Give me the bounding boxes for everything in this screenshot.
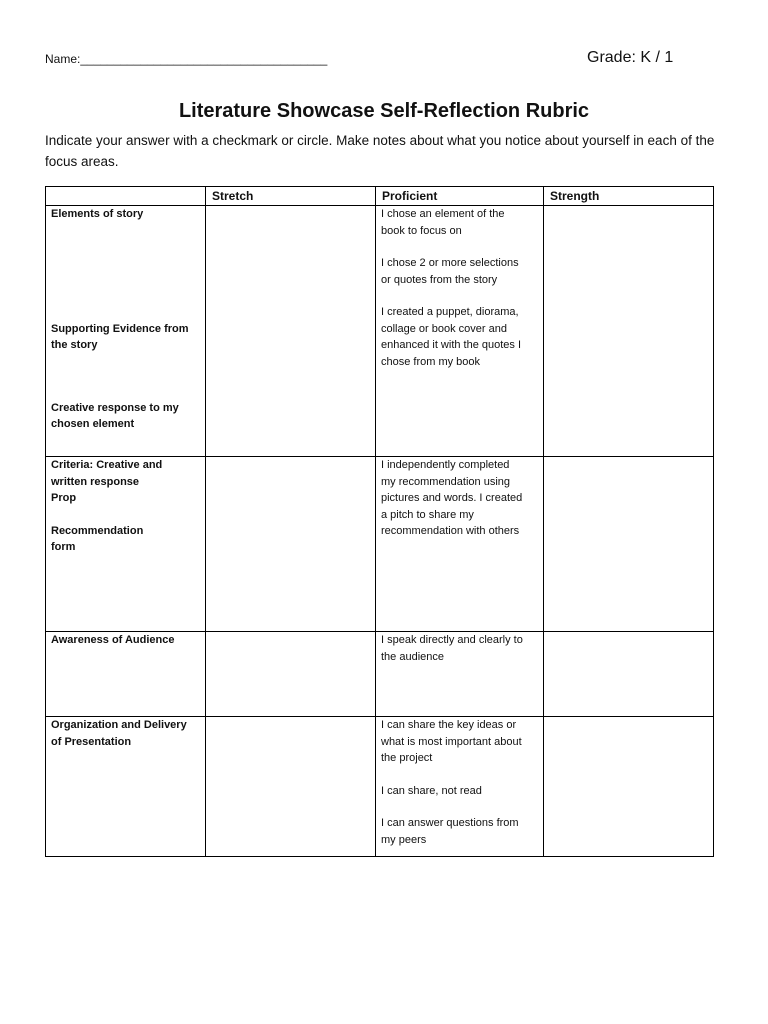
criteria-label: chosen element: [51, 418, 135, 430]
grade-label: Grade: K / 1: [587, 49, 674, 66]
page-title: Literature Showcase Self-Reflection Rubric: [178, 100, 590, 122]
instructions-text: Indicate your answer with a checkmark or circle. Make notes about what you notice about yourself in each of the focus areas.: [45, 133, 715, 169]
criteria-label: Recommendation: [51, 524, 144, 537]
strength-cell[interactable]: [544, 717, 714, 857]
proficient-text: book to focus on: [381, 224, 462, 237]
criteria-label: the story: [51, 339, 98, 351]
header-proficient: Proficient: [376, 187, 544, 206]
criteria-label: of Presentation: [51, 735, 132, 748]
criteria-label: written response: [51, 475, 140, 488]
header-stretch: Stretch: [206, 187, 376, 206]
proficient-cell[interactable]: [376, 206, 544, 457]
proficient-text: the audience: [381, 650, 444, 663]
proficient-text: I speak directly and clearly to: [381, 634, 523, 646]
proficient-text: what is most important about: [381, 735, 522, 748]
table-row: [46, 457, 714, 632]
proficient-text: I independently completed: [381, 459, 510, 471]
table-header-row: [46, 187, 714, 206]
proficient-text: chose from my book: [381, 355, 481, 368]
criteria-cell: [46, 717, 206, 857]
proficient-cell[interactable]: [376, 717, 544, 857]
criteria-label: Creative response to my: [51, 401, 179, 414]
proficient-text: enhanced it with the quotes I: [381, 339, 522, 351]
proficient-text: the project: [381, 752, 433, 764]
header-criteria: [46, 187, 206, 206]
criteria-label: Supporting Evidence from: [51, 322, 189, 335]
criteria-label: Awareness of Audience: [51, 634, 175, 646]
proficient-text: I can answer questions from: [381, 817, 519, 829]
proficient-text: I chose 2 or more selections: [381, 257, 519, 269]
table-row: [46, 206, 714, 457]
criteria-label: Organization and Delivery: [51, 719, 187, 731]
stretch-cell[interactable]: [206, 457, 376, 632]
proficient-text: my peers: [381, 833, 427, 846]
proficient-text: recommendation with others: [381, 525, 520, 537]
table-row: [46, 632, 714, 717]
rubric-table: [45, 186, 714, 857]
criteria-label: Criteria: Creative and: [51, 459, 163, 471]
proficient-text: I can share the key ideas or: [381, 719, 517, 731]
strength-cell[interactable]: [544, 632, 714, 717]
stretch-cell[interactable]: [206, 717, 376, 857]
name-field-label: Name:_____________________________________: [45, 52, 328, 66]
proficient-text: I chose an element of the: [381, 208, 505, 220]
strength-cell[interactable]: [544, 457, 714, 632]
proficient-text: my recommendation using: [381, 475, 511, 488]
strength-cell[interactable]: [544, 206, 714, 457]
proficient-text: I can share, not read: [381, 784, 482, 797]
table-row: [46, 717, 714, 857]
proficient-text: collage or book cover and: [381, 322, 507, 335]
criteria-label: form: [51, 541, 76, 553]
criteria-cell: [46, 206, 206, 457]
proficient-text: or quotes from the story: [381, 273, 498, 286]
proficient-text: a pitch to share my: [381, 508, 474, 521]
criteria-label: Elements of story: [51, 208, 144, 220]
criteria-cell: [46, 632, 206, 717]
proficient-cell[interactable]: [376, 632, 544, 717]
proficient-cell[interactable]: [376, 457, 544, 632]
stretch-cell[interactable]: [206, 632, 376, 717]
criteria-cell: [46, 457, 206, 632]
proficient-text: pictures and words. I created: [381, 492, 523, 504]
stretch-cell[interactable]: [206, 206, 376, 457]
proficient-text: I created a puppet, diorama,: [381, 306, 519, 318]
criteria-label: Prop: [51, 492, 77, 504]
header-strength: Strength: [544, 187, 714, 206]
